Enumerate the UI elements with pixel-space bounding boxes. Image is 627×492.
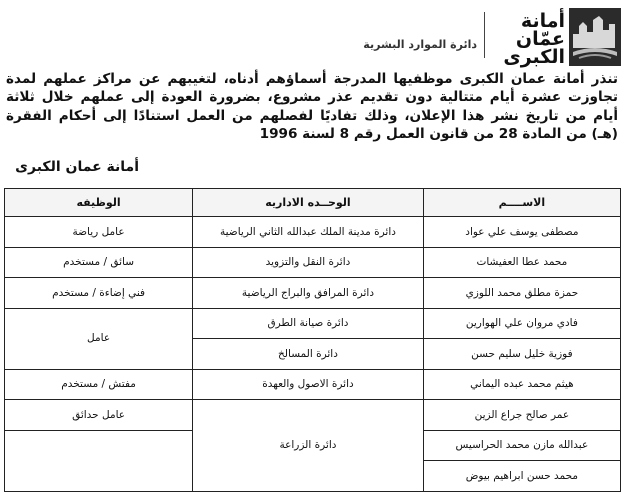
table-row: [5, 308, 621, 339]
cell-dept: دائرة النقل والتزويد: [193, 247, 424, 278]
cell-name: فوزية خليل سليم حسن: [423, 339, 620, 370]
cell-job: فني إضاءة / مستخدم: [5, 278, 193, 309]
department-name: دائرة الموارد البشرية: [363, 38, 477, 51]
logo-line-2: عمّان: [515, 28, 565, 50]
header-name: الاســــم: [423, 189, 620, 217]
table-row: [5, 369, 621, 400]
table-row: [5, 400, 621, 431]
cell-name: محمد عطا العفيشات: [423, 247, 620, 278]
cell-name: مصطفى يوسف علي عواد: [423, 217, 620, 248]
amman-skyline-emblem-icon: [569, 8, 621, 66]
table-row: [5, 247, 621, 278]
cell-job: عامل رياضة: [5, 217, 193, 248]
cell-name: هيثم محمد عبده اليماني: [423, 369, 620, 400]
notice-text: تنذر أمانة عمان الكبرى موظفيها المدرجة أسماؤهم أدناه، لتغيبهم عن مراكز عملهم لمدة تجاوزت عشرة أيام متتالية دون تقديم عذر مشروع، بضرورة العودة إلى عملهم خلال ثلاثة أيام من تاريخ نشر هذا الإعلان، وذلك تفاديًا لفصلهم من العمل استنادًا إلى أحكام الفقرة (هـ) من المادة 28 من قانون العمل رقم 8 لسنة 1996: [6, 71, 618, 143]
header-job: الوظيفه: [5, 189, 193, 217]
cell-dept: دائرة صيانة الطرق: [193, 308, 424, 339]
cell-dept: دائرة المسالخ: [193, 339, 424, 370]
cell-name: محمد حسن ابراهيم بيوض: [423, 461, 620, 492]
header-divider: [484, 12, 485, 58]
table-row: [5, 217, 621, 248]
header-dept: الوحــده الاداريه: [193, 189, 424, 217]
cell-name: عمر صالح جراع الزين: [423, 400, 620, 431]
logo-line-3: الكبرى: [503, 46, 565, 68]
cell-dept: دائرة المرافق والبراج الرياضية: [193, 278, 424, 309]
cell-job: سائق / مستخدم: [5, 247, 193, 278]
table-row: [5, 278, 621, 309]
org-title: أمانة عمان الكبرى: [15, 159, 139, 175]
logo-line-1: أمانة: [520, 10, 565, 32]
cell-name: عبدالله مازن محمد الحراسيس: [423, 430, 620, 461]
cell-job: مفتش / مستخدم: [5, 369, 193, 400]
cell-job: عامل حدائق: [5, 400, 193, 431]
logo-text: [499, 12, 565, 66]
cell-dept: دائرة الزراعة: [193, 400, 424, 492]
cell-dept: دائرة الاصول والعهدة: [193, 369, 424, 400]
cell-dept: دائرة مدينة الملك عبدالله الثاني الرياضية: [193, 217, 424, 248]
logo: [499, 8, 621, 66]
cell-name: فادي مروان علي الهوارين: [423, 308, 620, 339]
cell-name: حمزة مطلق محمد اللوزي: [423, 278, 620, 309]
cell-job: عامل: [5, 308, 193, 369]
cell-job-empty: [5, 430, 193, 491]
table-header-row: [5, 189, 621, 217]
header: [0, 0, 627, 70]
employees-table: [4, 188, 621, 492]
